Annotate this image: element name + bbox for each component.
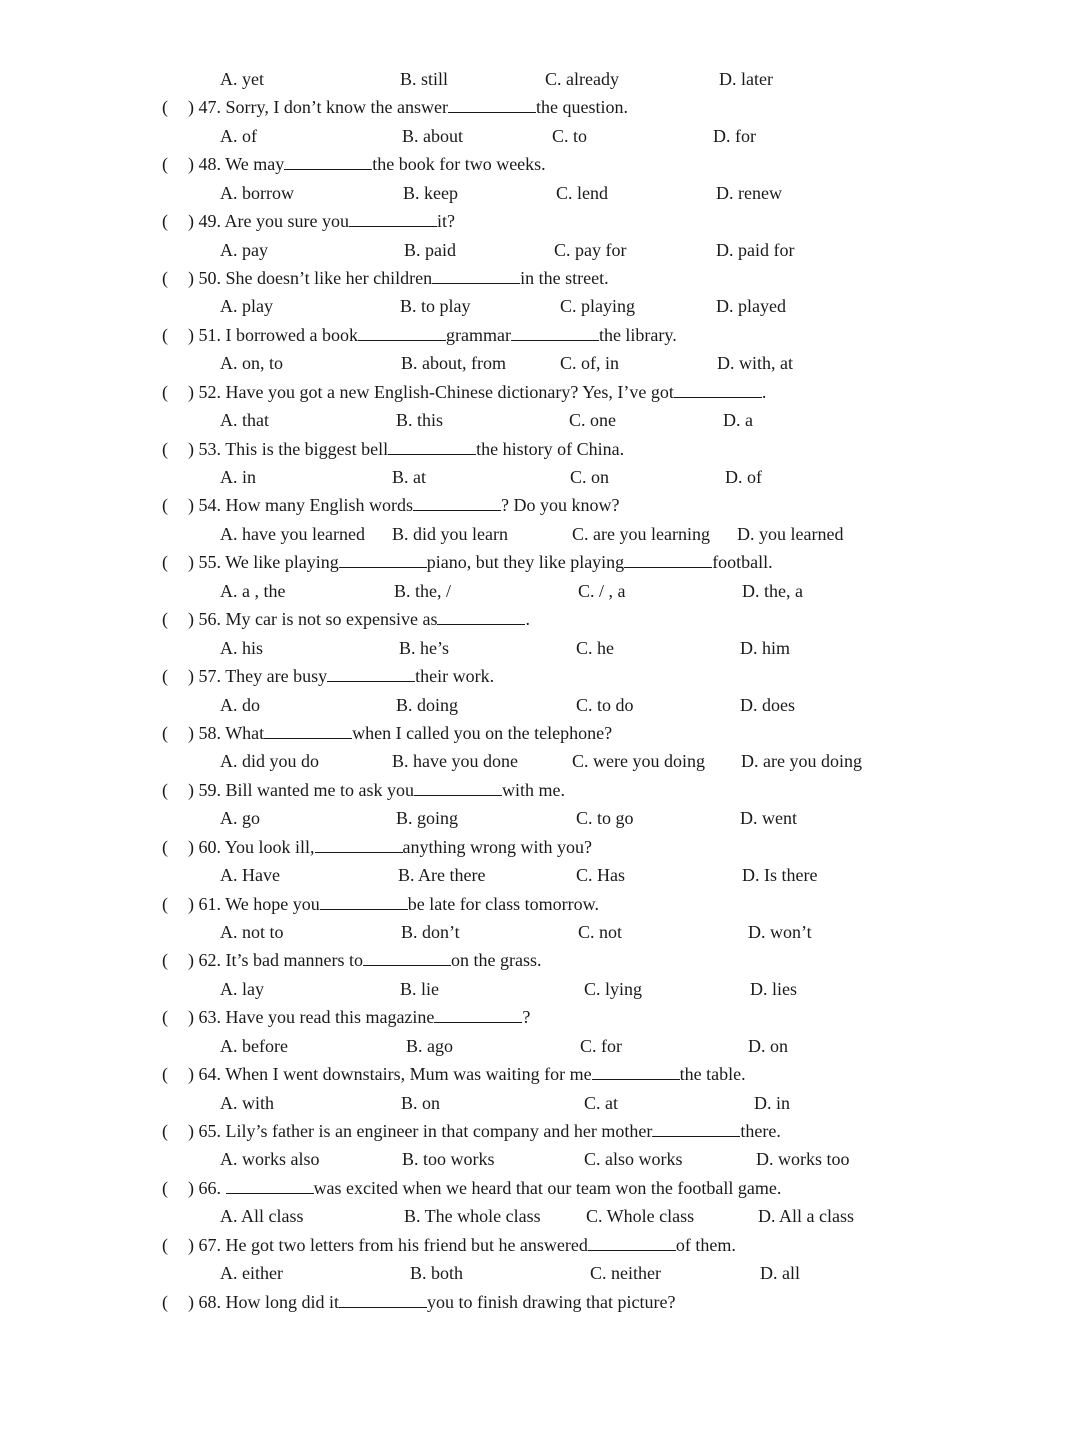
q47-option-a: A. of [220,125,257,146]
options-row-46 [0,65,1080,93]
q49-option-c: C. pay for [554,239,627,260]
question-number: 65 [198,1120,217,1141]
question-text-part: We like playing [225,552,339,573]
question-47 [0,93,1080,121]
answer-paren-close: ) [188,211,199,232]
question-text-part: when I called you on the telephone? [352,722,613,743]
q51-option-b: B. about, from [401,353,506,374]
q54-option-c: C. are you learning [572,523,710,544]
question-text-part: When I went downstairs, Mum was waiting for me [225,1064,592,1084]
q51-option-a: A. on, to [220,353,283,374]
options-row-65 [0,1145,1080,1173]
q63-option-d: D. on [748,1035,788,1056]
question-text: ) 56. My car is not so expensive as . [188,605,530,633]
answer-blank [388,436,476,455]
question-text: ) 48. We may the book for two weeks. [188,150,546,178]
question-text: ) 59. Bill wanted me to ask you with me. [188,776,565,804]
question-text-part: How many English words [225,495,413,516]
q62-option-b: B. lie [400,978,439,999]
q48-option-b: B. keep [403,182,458,203]
answer-paren-close: ) [188,552,199,573]
answer-paren-close: ) [188,779,199,800]
answer-blank [284,151,372,170]
q55-option-d: D. the, a [742,580,803,601]
q55-option-b: B. the, / [394,580,451,601]
q47-option-c: C. to [552,125,588,146]
q48-option-d: D. renew [716,182,782,203]
question-number: 47 [198,97,217,118]
question-52 [0,378,1080,406]
question-number: 64 [198,1064,217,1084]
question-text-part: it? [437,211,455,232]
q56-option-c: C. he [576,637,614,658]
q49-option-b: B. paid [404,239,456,260]
question-58 [0,719,1080,747]
question-text-part: Lily’s father is an engineer in that company and her mother [225,1120,653,1141]
question-text-part: . [525,609,530,630]
q60-option-d: D. Is there [742,865,818,885]
question-text-part: What [225,722,265,743]
question-text-part: This is the biggest bell [225,438,389,459]
question-number: 50 [198,268,217,288]
q58-option-c: C. were you doing [572,751,705,772]
question-text-part: You look ill, [224,836,315,857]
q58-option-b: B. have you done [392,751,518,772]
q54-option-a: A. have you learned [220,523,365,544]
question-48 [0,150,1080,178]
answer-paren-open: ( [162,950,168,971]
q57-option-c: C. to do [576,694,634,715]
options-row-66 [0,1202,1080,1230]
q49-option-a: A. pay [220,239,268,260]
q53-option-c: C. on [570,467,610,487]
question-49 [0,207,1080,235]
question-text: ) 61. We hope you be late for class tomorrow. [188,890,599,918]
question-text-part: the book for two weeks. [372,154,546,175]
answer-paren-close: ) [188,609,199,630]
question-text: ) 65. Lily’s father is an engineer in that company and her mother there. [188,1117,781,1145]
question-text-part: My car is not so expensive as [225,609,438,630]
question-text-part: football. [712,552,773,573]
options-row-58 [0,747,1080,775]
question-text-part: the table. [679,1064,746,1084]
question-68 [0,1288,1080,1316]
q53-option-d: D. of [725,467,762,487]
answer-paren-close: ) [188,495,199,516]
question-text: ) 58. What when I called you on the telephone? [188,719,612,747]
question-number: 60 [198,836,217,857]
question-text-part: ? Do you know? [501,495,620,516]
question-text-part: They are busy [225,666,328,686]
options-row-52 [0,406,1080,434]
answer-blank [358,322,446,341]
q66-option-b: B. The whole class [404,1206,541,1227]
question-text: ) 63. Have you read this magazine ? [188,1003,530,1031]
answer-paren-close: ) [188,97,199,118]
q65-option-b: B. too works [402,1149,495,1170]
q64-option-b: B. on [401,1092,441,1113]
answer-blank [414,777,502,796]
q50-option-c: C. playing [560,296,635,317]
question-text-part: was excited when we heard that our team won the football game. [313,1177,782,1198]
answer-paren-open: ( [162,495,168,516]
q54-option-d: D. you learned [737,523,844,544]
question-65 [0,1117,1080,1145]
answer-paren-close: ) [188,1007,199,1028]
q61-option-b: B. don’t [401,921,460,942]
question-text-part: How long did it [225,1291,340,1312]
question-number: 61 [198,893,217,914]
question-number: 59 [198,779,217,800]
q65-option-a: A. works also [220,1149,320,1170]
answer-paren-open: ( [162,1064,168,1084]
question-54 [0,491,1080,519]
q67-option-d: D. all [760,1263,800,1284]
question-55 [0,548,1080,576]
options-row-60 [0,861,1080,889]
answer-paren-open: ( [162,552,168,573]
q52-option-c: C. one [569,410,616,431]
q47-option-b: B. about [402,125,463,146]
answer-blank [434,1004,522,1023]
answer-paren-open: ( [162,666,168,686]
question-67 [0,1231,1080,1259]
q67-option-a: A. either [220,1263,283,1284]
q64-option-a: A. with [220,1092,274,1113]
question-text-part: . [761,381,767,402]
question-text-part: in the street. [520,268,609,288]
answer-paren-close: ) [188,836,199,857]
question-text-part: with me. [501,779,565,800]
q61-option-d: D. won’t [748,921,812,942]
answer-blank [511,322,599,341]
answer-blank [592,1061,680,1080]
q49-option-d: D. paid for [716,239,795,260]
q51-option-d: D. with, at [717,353,793,374]
question-text: ) 68. How long did it you to finish drawing that picture? [188,1288,675,1316]
question-57 [0,662,1080,690]
options-row-48 [0,179,1080,207]
question-text-part: the library. [598,324,677,345]
question-text-part: on the grass. [450,950,542,971]
q53-option-a: A. in [220,467,256,487]
question-text-part: Have you read this magazine [225,1007,435,1028]
answer-paren-open: ( [162,893,168,914]
answer-paren-open: ( [162,722,168,743]
q46-option-a: A. yet [220,69,264,89]
options-row-50 [0,292,1080,320]
q65-option-d: D. works too [756,1149,850,1170]
answer-paren-open: ( [162,1234,168,1255]
question-number: 63 [198,1007,217,1028]
q61-option-a: A. not to [220,921,284,942]
question-text-part: anything wrong with you? [402,836,593,857]
answer-blank [264,720,352,739]
question-number: 48 [198,154,217,175]
question-text: ) 53. This is the biggest bell the history of China. [188,435,624,463]
answer-paren-open: ( [162,609,168,630]
q67-option-b: B. both [410,1263,464,1284]
question-text: ) 51. I borrowed a book grammar the library. [188,321,677,349]
q51-option-c: C. of, in [560,353,620,374]
answer-blank [674,379,762,398]
options-row-56 [0,634,1080,662]
question-text: ) 50. She doesn’t like her children in the street. [188,264,609,292]
q59-option-c: C. to go [576,808,634,829]
answer-blank [363,947,451,966]
q63-option-a: A. before [220,1035,288,1056]
question-62 [0,946,1080,974]
answer-paren-open: ( [162,1120,168,1141]
question-text-part: there. [740,1120,781,1141]
q56-option-d: D. him [740,637,791,658]
q66-option-d: D. All a class [758,1206,854,1227]
question-text-part: the history of China. [476,438,625,459]
q57-option-d: D. does [740,694,795,715]
q53-option-b: B. at [392,467,426,487]
question-text-part: He got two letters from his friend but he answered [225,1234,588,1255]
answer-paren-close: ) [188,324,199,345]
answer-paren-close: ) [188,1291,199,1312]
answer-paren-open: ( [162,779,168,800]
question-number: 52 [198,381,217,402]
q50-option-a: A. play [220,296,273,317]
q56-option-a: A. his [220,637,264,658]
question-text-part: you to finish drawing that picture? [427,1291,676,1312]
question-text: ) 55. We like playing piano, but they like playing football. [188,548,773,576]
question-text-part: We may [225,154,285,175]
q63-option-c: C. for [580,1035,622,1056]
answer-blank [339,549,427,568]
question-number: 58 [198,722,217,743]
q50-option-b: B. to play [400,296,471,317]
answer-paren-open: ( [162,97,168,118]
answer-paren-close: ) [188,893,199,914]
question-text: ) 64. When I went downstairs, Mum was waiting for me the table. [188,1060,746,1088]
answer-paren-open: ( [162,324,168,345]
options-row-61 [0,918,1080,946]
question-51 [0,321,1080,349]
answer-paren-open: ( [162,268,168,288]
question-text-part: Sorry, I don’t know the answer [225,97,448,118]
q50-option-d: D. played [716,296,786,317]
answer-blank [339,1289,427,1308]
question-text-part: She doesn’t like her children [225,268,433,288]
options-row-51 [0,349,1080,377]
question-text-part: It’s bad manners to [225,950,363,971]
answer-paren-close: ) [188,154,199,175]
answer-paren-close: ) [188,1064,199,1084]
question-text-part: be late for class tomorrow. [407,893,599,914]
question-number: 62 [198,950,217,971]
question-number: 56 [198,609,217,630]
q59-option-d: D. went [740,808,797,829]
options-row-53 [0,463,1080,491]
question-number: 51 [198,324,217,345]
question-66 [0,1174,1080,1202]
q65-option-c: C. also works [584,1149,683,1170]
answer-paren-close: ) [188,381,199,402]
question-number: 54 [198,495,217,516]
question-text-part: Bill wanted me to ask you [225,779,414,800]
q62-option-d: D. lies [750,978,797,999]
options-row-67 [0,1259,1080,1287]
options-row-49 [0,236,1080,264]
answer-paren-close: ) [188,950,199,971]
question-text: ) 49. Are you sure you it? [188,207,455,235]
answer-blank [226,1175,314,1194]
question-64 [0,1060,1080,1088]
q57-option-a: A. do [220,694,260,715]
answer-blank [437,606,525,625]
q58-option-a: A. did you do [220,751,319,772]
answer-paren-open: ( [162,381,168,402]
question-number: 66 [198,1177,217,1198]
q60-option-a: A. Have [220,865,280,885]
q52-option-d: D. a [723,410,753,431]
q62-option-c: C. lying [584,978,643,999]
answer-blank [315,834,403,853]
answer-paren-open: ( [162,1291,168,1312]
question-text-part: ? [522,1007,531,1028]
q57-option-b: B. doing [396,694,459,715]
question-number: 49 [198,211,217,232]
options-row-59 [0,804,1080,832]
answer-blank [432,265,520,284]
answer-blank [588,1232,676,1251]
answer-paren-open: ( [162,1177,168,1198]
question-number: 55 [198,552,217,573]
question-text-part: of them. [675,1234,736,1255]
question-63 [0,1003,1080,1031]
options-row-62 [0,975,1080,1003]
q56-option-b: B. he’s [399,637,450,658]
question-text-part: their work. [415,666,495,686]
q59-option-b: B. going [396,808,459,829]
answer-paren-open: ( [162,438,168,459]
q46-option-d: D. later [719,69,773,89]
question-56 [0,605,1080,633]
question-text-part: Are you sure you [224,211,349,232]
q48-option-c: C. lend [556,182,608,203]
q59-option-a: A. go [220,808,260,829]
question-text-part: I borrowed a book [225,324,358,345]
answer-paren-open: ( [162,211,168,232]
question-text-part: the question. [535,97,628,118]
answer-paren-close: ) [188,438,199,459]
answer-paren-close: ) [188,1234,199,1255]
question-text: ) 54. How many English words ? Do you know? [188,491,619,519]
q63-option-b: B. ago [406,1035,453,1056]
q66-option-a: A. All class [220,1206,304,1227]
answer-paren-close: ) [188,666,199,686]
q61-option-c: C. not [578,921,623,942]
q64-option-c: C. at [584,1092,618,1113]
question-50 [0,264,1080,292]
question-text: ) 52. Have you got a new English-Chinese dictionary? Yes, I’ve got . [188,378,766,406]
q67-option-c: C. neither [590,1263,661,1284]
question-number: 53 [198,438,217,459]
question-number: 57 [198,666,217,686]
q60-option-c: C. Has [576,865,625,885]
answer-blank [320,891,408,910]
answer-blank [652,1118,740,1137]
options-row-57 [0,691,1080,719]
question-59 [0,776,1080,804]
answer-paren-close: ) [188,268,199,288]
question-number: 67 [198,1234,217,1255]
q66-option-c: C. Whole class [586,1206,695,1227]
answer-blank [448,94,536,113]
q54-option-b: B. did you learn [392,523,508,544]
question-text: ) 47. Sorry, I don’t know the answer the question. [188,93,628,121]
q64-option-d: D. in [754,1092,790,1113]
q58-option-d: D. are you doing [741,751,862,772]
question-text-part: We hope you [225,893,320,914]
question-61 [0,890,1080,918]
q62-option-a: A. lay [220,978,264,999]
question-text-part: Have you got a new English-Chinese dictionary? Yes, I’ve got [225,381,674,402]
q55-option-c: C. / , a [578,580,626,601]
question-text: ) 57. They are busy their work. [188,662,494,690]
question-text: ) 62. It’s bad manners to on the grass. [188,946,541,974]
answer-paren-close: ) [188,722,199,743]
answer-blank [349,208,437,227]
question-53 [0,435,1080,463]
answer-paren-close: ) [188,1120,199,1141]
question-text: ) 66. was excited when we heard that our team won the football game. [188,1174,781,1202]
q47-option-d: D. for [713,125,756,146]
answer-paren-close: ) [188,1177,199,1198]
q52-option-a: A. that [220,410,269,431]
q60-option-b: B. Are there [398,865,486,885]
q46-option-c: C. already [545,69,619,89]
q55-option-a: A. a , the [220,580,286,601]
answer-blank [624,549,712,568]
q46-option-b: B. still [400,69,449,89]
options-row-64 [0,1089,1080,1117]
options-row-47 [0,122,1080,150]
q52-option-b: B. this [396,410,444,431]
question-text: ) 60. You look ill, anything wrong with you? [188,833,592,861]
options-row-55 [0,577,1080,605]
options-row-54 [0,520,1080,548]
answer-blank [327,663,415,682]
answer-blank [413,492,501,511]
answer-paren-open: ( [162,154,168,175]
question-number: 68 [198,1291,217,1312]
q48-option-a: A. borrow [220,182,294,203]
options-row-63 [0,1032,1080,1060]
answer-paren-open: ( [162,1007,168,1028]
answer-paren-open: ( [162,836,168,857]
question-text-part: grammar [445,324,511,345]
question-text: ) 67. He got two letters from his friend but he answered of them. [188,1231,736,1259]
question-text-part: piano, but they like playing [426,552,625,573]
question-60 [0,833,1080,861]
